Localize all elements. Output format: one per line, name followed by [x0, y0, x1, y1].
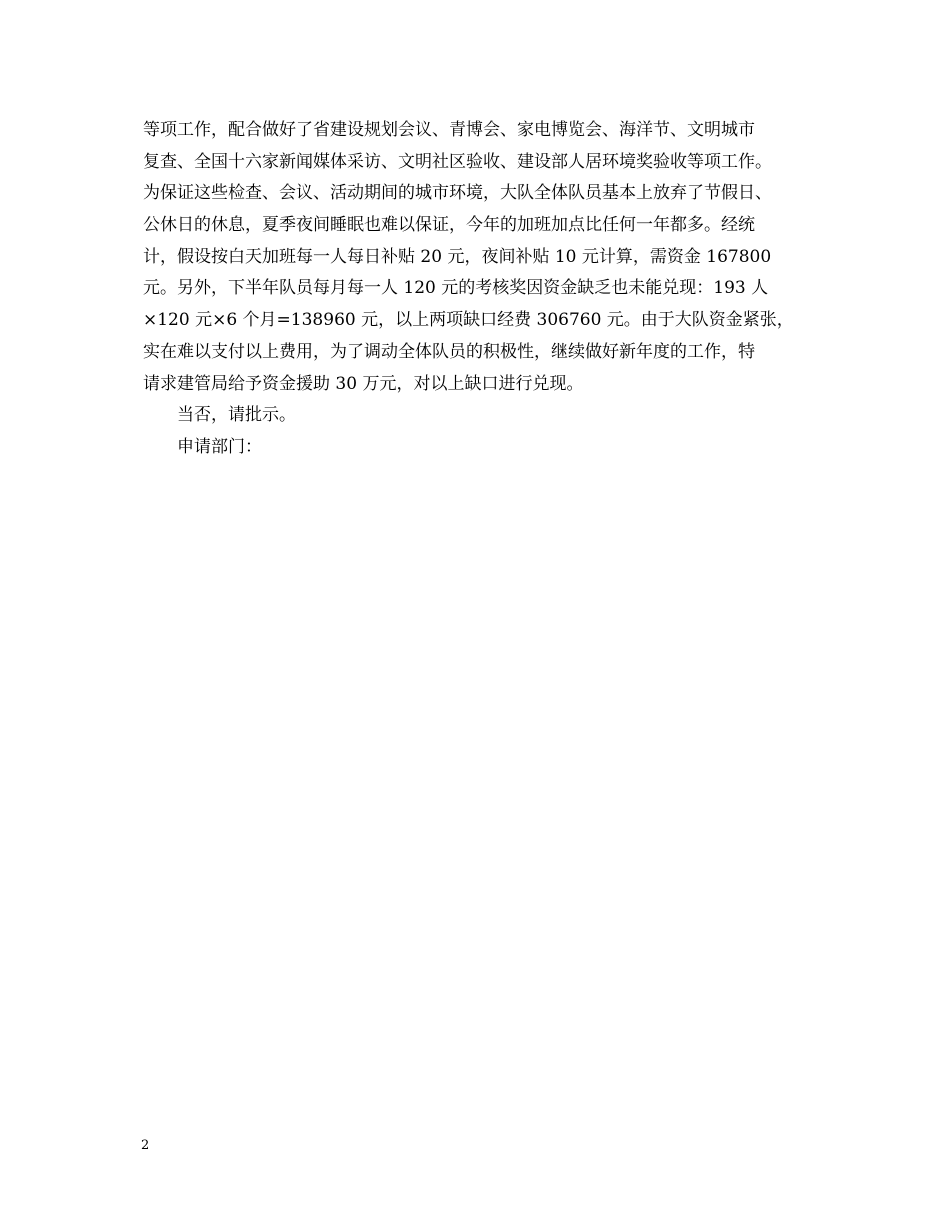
- body-line: 复查、全国十六家新闻媒体采访、文明社区验收、建设部人居环境奖验收等项工作。: [143, 151, 772, 172]
- applicant-label: 申请部门：: [177, 436, 262, 457]
- closing-line: 当否，请批示。: [177, 405, 296, 426]
- body-line: ×120 元×6 个月=138960 元，以上两项缺口经费 306760 元。由于大队资金紧张，: [143, 310, 794, 331]
- body-line: 等项工作，配合做好了省建设规划会议、青博会、家电博览会、海洋节、文明城市: [143, 120, 755, 140]
- page-number: 2: [141, 1138, 150, 1153]
- body-line: 元。另外，下半年队员每月每一人 120 元的考核奖因资金缺乏也未能兑现：193 人: [143, 278, 769, 299]
- body-line: 计，假设按白天加班每一人每日补贴 20 元，夜间补贴 10 元计算，需资金 167800: [143, 246, 772, 267]
- document-body: [143, 115, 823, 464]
- body-line: 请求建管局给予资金援助 30 万元，对以上缺口进行兑现。: [143, 373, 584, 394]
- body-line: 公休日的休息，夏季夜间睡眠也难以保证，今年的加班加点比任何一年都多。经统: [143, 215, 755, 236]
- body-line: 实在难以支付以上费用，为了调动全体队员的积极性，继续做好新年度的工作，特: [143, 341, 755, 362]
- body-line: 为保证这些检查、会议、活动期间的城市环境，大队全体队员基本上放弃了节假日、: [143, 183, 772, 204]
